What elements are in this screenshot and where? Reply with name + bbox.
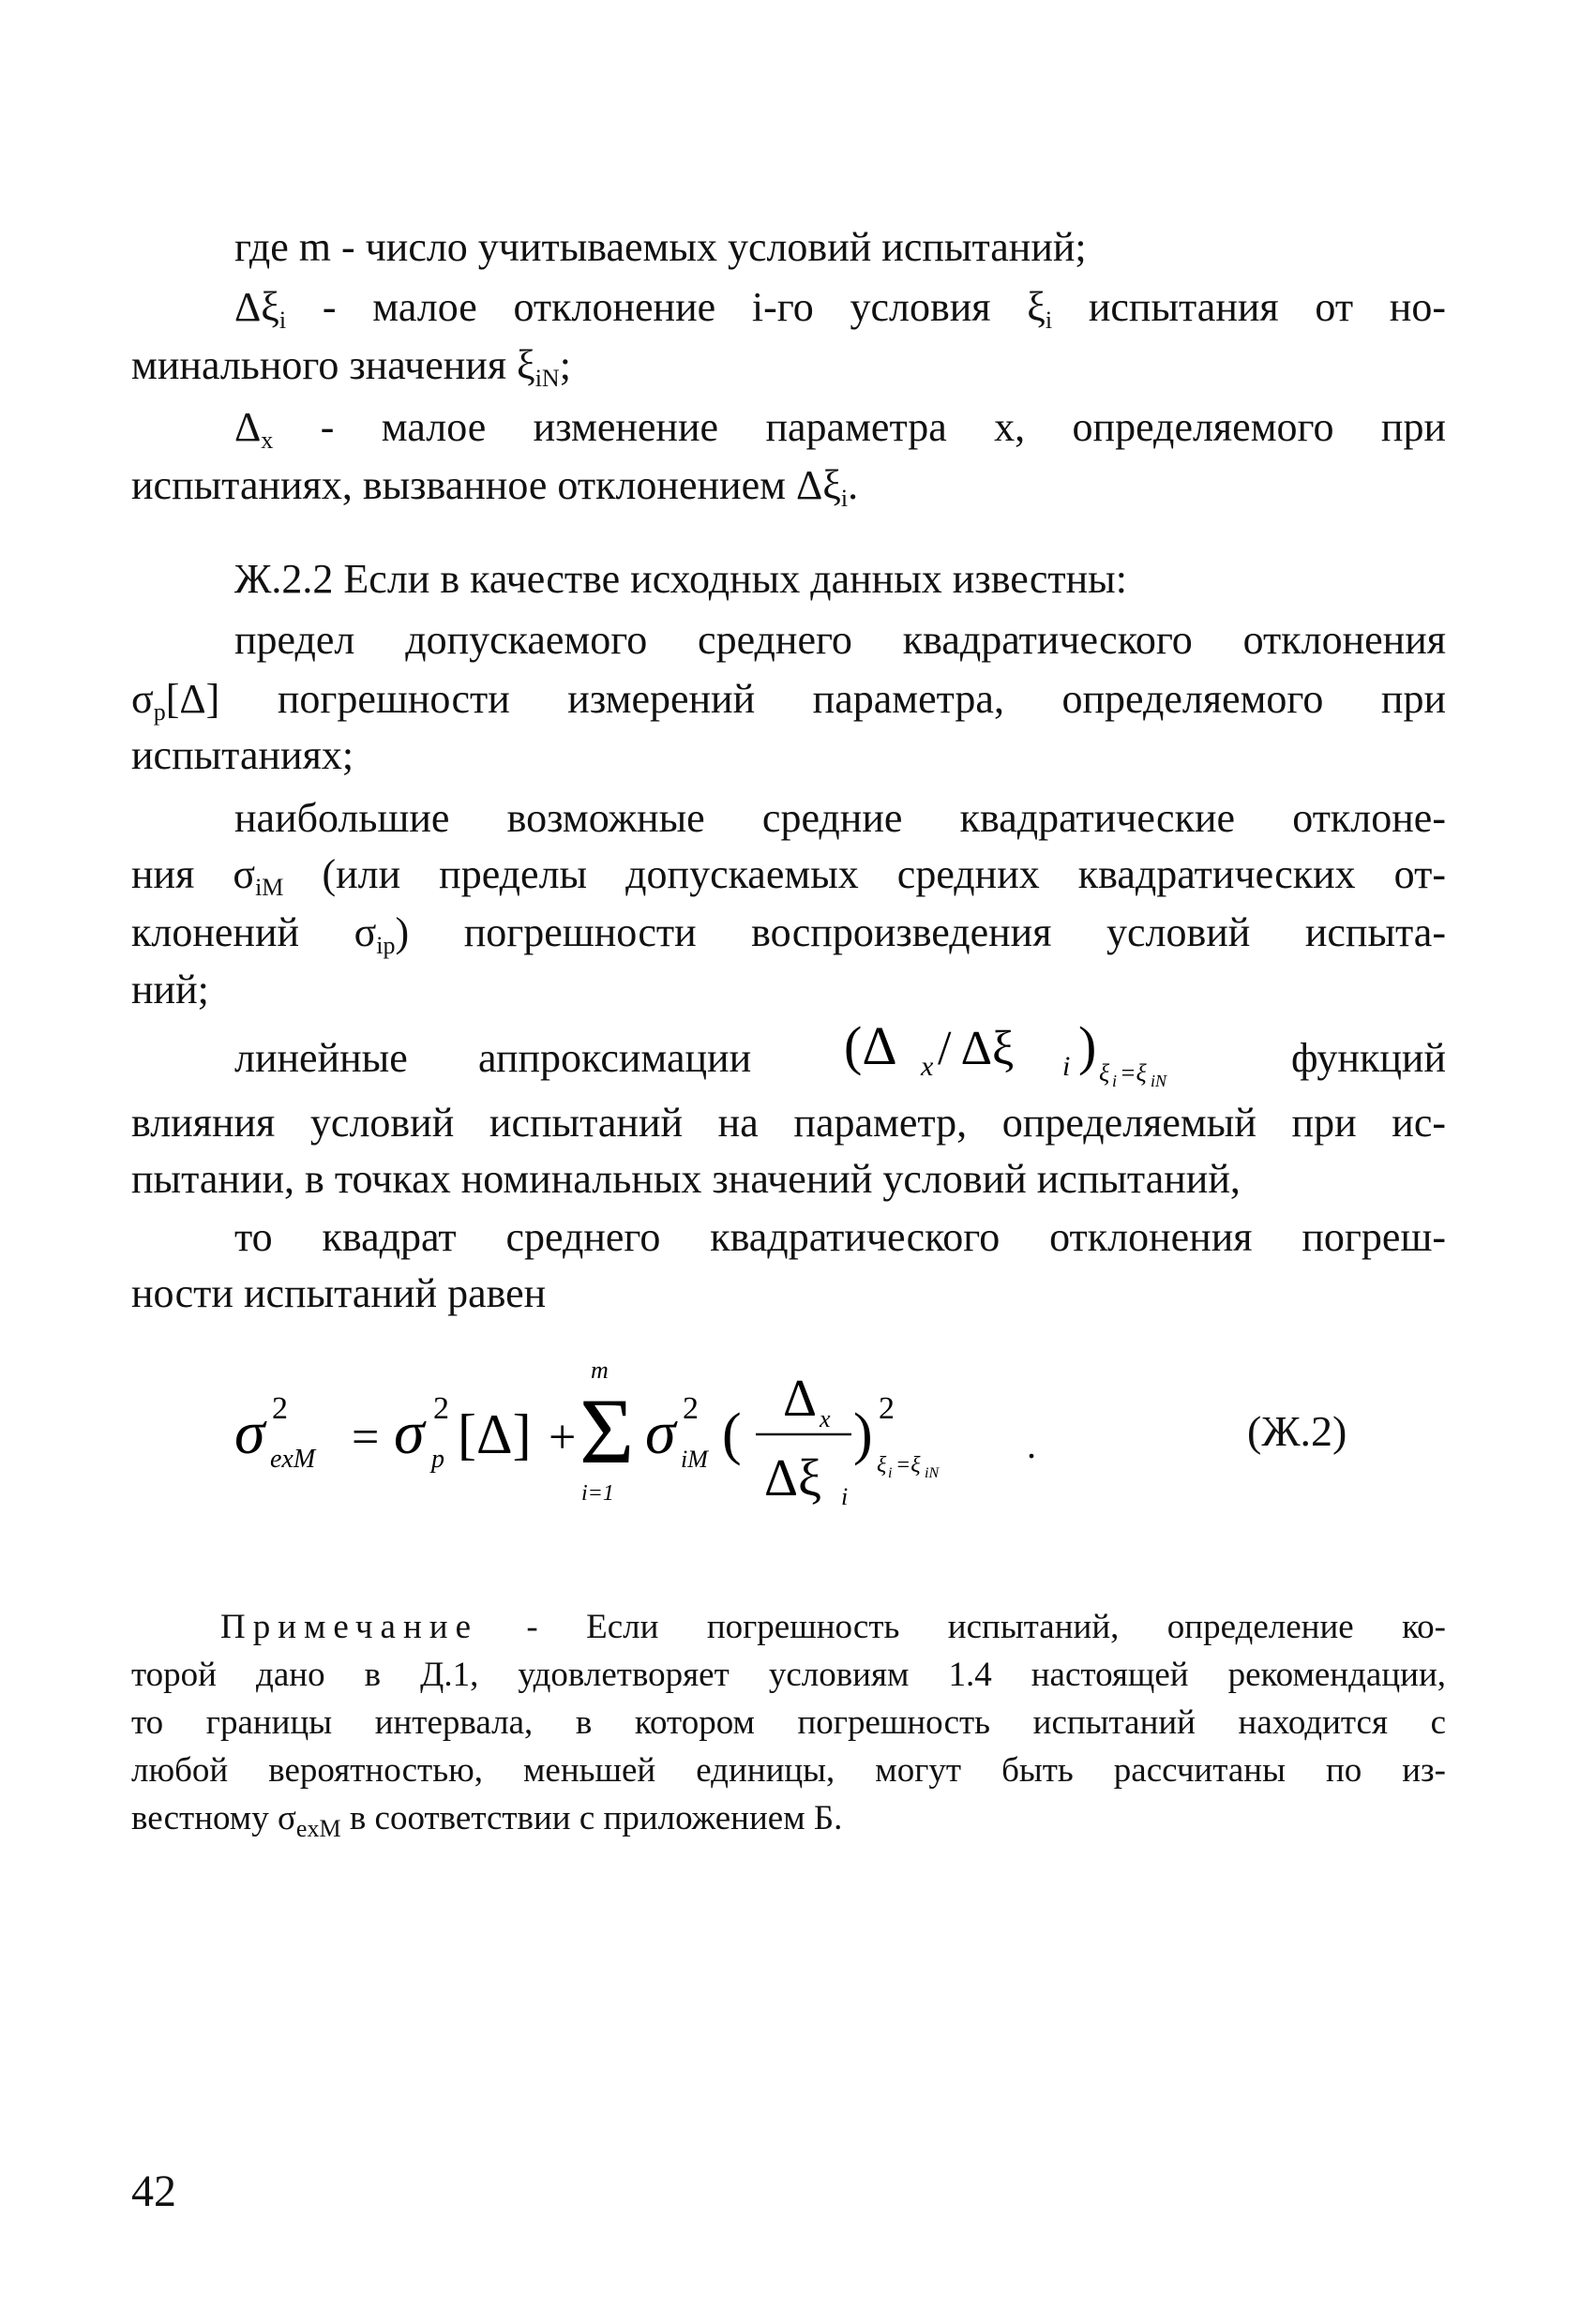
svg-text:/ Δξ: / Δξ bbox=[938, 1022, 1015, 1075]
svg-text:ξ: ξ bbox=[1099, 1059, 1110, 1087]
svg-text:p: p bbox=[431, 1445, 444, 1474]
svg-text:Δ: Δ bbox=[783, 1370, 818, 1428]
svg-text:(: ( bbox=[722, 1402, 742, 1466]
svg-text:i: i bbox=[1062, 1051, 1071, 1082]
note-line1: Примечание - Если погрешность испытаний, определение ко- bbox=[220, 1608, 1446, 1646]
paragraph2-line4: ний; bbox=[131, 967, 209, 1012]
svg-text:2: 2 bbox=[272, 1391, 288, 1426]
svg-text:.: . bbox=[1027, 1424, 1036, 1466]
svg-text:exM: exM bbox=[270, 1445, 316, 1474]
note-line3: то границы интервала, в котором погрешность испытаний находится с bbox=[131, 1703, 1446, 1742]
svg-text:σ: σ bbox=[234, 1399, 265, 1467]
word-approximations: аппроксимации bbox=[478, 1035, 752, 1081]
definition-m: где m - число учитываемых условий испытаний; bbox=[234, 224, 1087, 270]
svg-text:i=1: i=1 bbox=[581, 1481, 614, 1506]
note-label: Примечание bbox=[220, 1608, 478, 1646]
svg-text:2: 2 bbox=[683, 1391, 699, 1426]
definition-delta-xi-line1: $\Delta\xi_i$ - малое отклонение i-го условия $\xi_i$ испытания от но- bbox=[234, 284, 1446, 334]
svg-text:=: = bbox=[352, 1411, 380, 1464]
paragraph1-line1: предел допускаемого среднего квадратического отклонения bbox=[234, 617, 1446, 663]
definition-delta-xi-line2: минального значения $\xi_{iN}$; bbox=[131, 342, 571, 392]
word-functions: функций bbox=[1291, 1035, 1446, 1081]
paragraph3-line2: влияния условий испытаний на параметр, определяемый при ис- bbox=[131, 1100, 1446, 1146]
svg-text:Δξ: Δξ bbox=[764, 1449, 821, 1507]
word-linear: линейные bbox=[234, 1035, 408, 1081]
svg-text:=ξ: =ξ bbox=[895, 1453, 921, 1477]
paragraph4-line2: ности испытаний равен bbox=[131, 1270, 547, 1316]
svg-text:σ: σ bbox=[394, 1399, 425, 1467]
paragraph2-line1: наибольшие возможные средние квадратические отклоне- bbox=[234, 795, 1446, 841]
svg-text:(Δ: (Δ bbox=[844, 1015, 897, 1076]
svg-text:): ) bbox=[853, 1402, 873, 1466]
svg-text:iN: iN bbox=[1151, 1072, 1167, 1090]
svg-text:=ξ: =ξ bbox=[1120, 1059, 1147, 1087]
section-heading: Ж.2.2 Если в качестве исходных данных известны: bbox=[234, 556, 1127, 602]
note-line2: торой дано в Д.1, удовлетворяет условиям 1.4 настоящей рекомендации, bbox=[131, 1656, 1446, 1694]
svg-text:m: m bbox=[591, 1357, 609, 1384]
svg-text:i: i bbox=[1112, 1072, 1118, 1090]
approximation-expression bbox=[844, 1008, 1332, 1092]
equation-number: (Ж.2) bbox=[1247, 1407, 1347, 1455]
paragraph1-line3: испытаниях; bbox=[131, 732, 354, 778]
paragraph2-line3: клонений $\sigma_{ip}$) погрешности воспроизведения условий испыта- bbox=[131, 909, 1446, 959]
svg-text:2: 2 bbox=[879, 1391, 895, 1426]
svg-text:iM: iM bbox=[681, 1446, 708, 1473]
paragraph3-line3: пытании, в точках номинальных значений условий испытаний, bbox=[131, 1156, 1241, 1202]
note-line5: вестному $\sigma_{exM}$ в соответствии с приложением Б. bbox=[131, 1799, 843, 1842]
formula-zh2 bbox=[197, 1312, 1416, 1528]
svg-text:): ) bbox=[1078, 1015, 1097, 1076]
svg-text:σ: σ bbox=[645, 1399, 676, 1467]
paragraph2-line2: ния $\sigma_{iM}$ (или пределы допускаемых средних квадратических от- bbox=[131, 851, 1446, 901]
svg-text:[Δ]: [Δ] bbox=[458, 1403, 532, 1465]
paragraph1-line2: $\sigma_p[\Delta]$ погрешности измерений параметра, определяемого при bbox=[131, 676, 1446, 726]
approximation-line bbox=[131, 1008, 1446, 1092]
paragraph4-line1: то квадрат среднего квадратического отклонения погреш- bbox=[234, 1214, 1446, 1260]
definition-delta-x-line1: $\Delta_x$ - малое изменение параметра x, определяемого при bbox=[234, 404, 1446, 454]
svg-text:Σ: Σ bbox=[579, 1379, 635, 1483]
svg-text:2: 2 bbox=[433, 1391, 449, 1426]
svg-text:iN: iN bbox=[925, 1465, 940, 1481]
note-line4: любой вероятностью, меньшей единицы, могут быть рассчитаны по из- bbox=[131, 1751, 1446, 1790]
svg-text:x: x bbox=[820, 1405, 831, 1432]
svg-text:i: i bbox=[841, 1483, 849, 1510]
page-number: 42 bbox=[131, 2167, 176, 2216]
svg-text:ξ: ξ bbox=[877, 1453, 887, 1477]
svg-text:+: + bbox=[549, 1411, 577, 1464]
svg-text:i: i bbox=[888, 1465, 893, 1481]
definition-delta-x-line2: испытаниях, вызванное отклонением $\Delta\xi_i$. bbox=[131, 462, 859, 512]
svg-text:x: x bbox=[921, 1051, 934, 1082]
